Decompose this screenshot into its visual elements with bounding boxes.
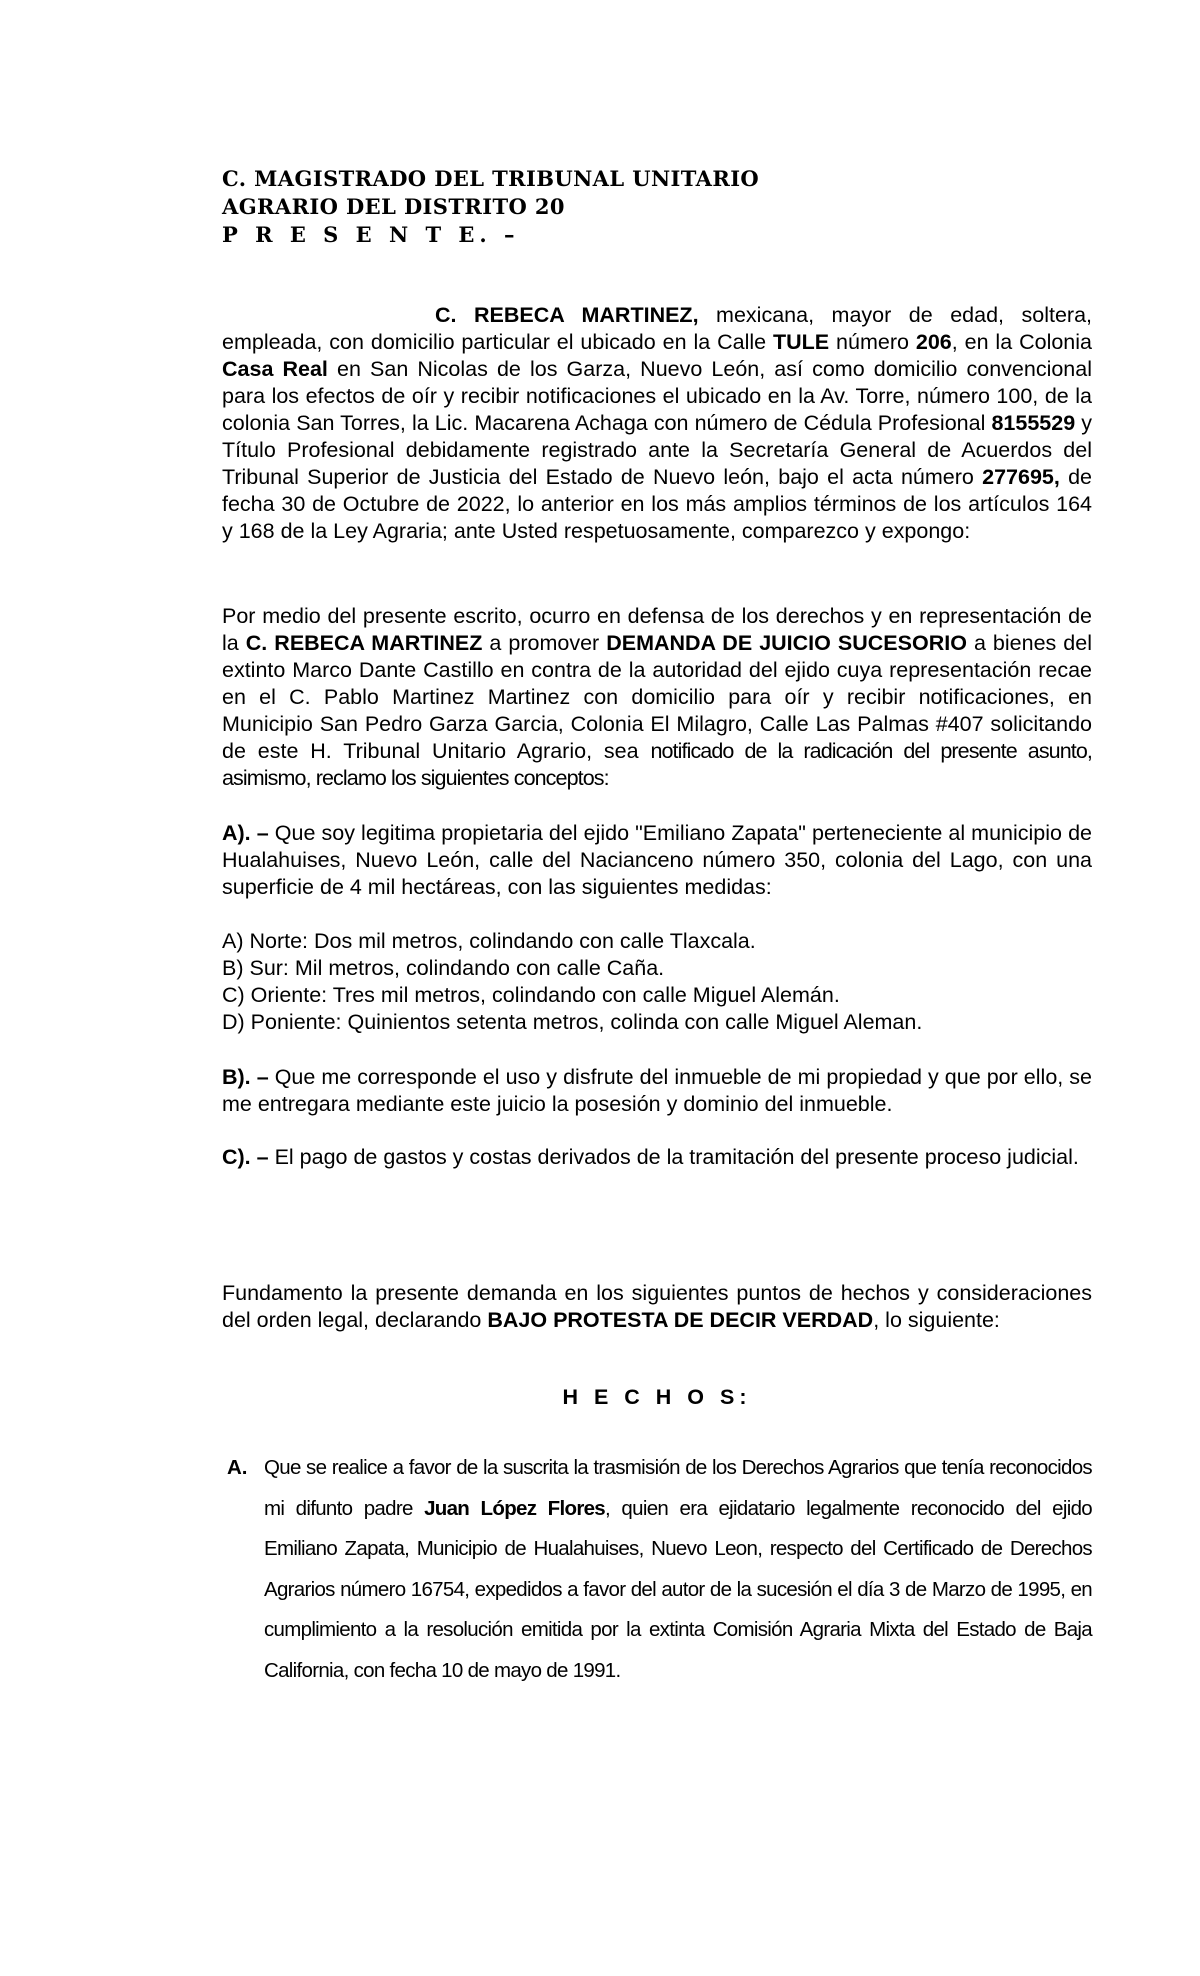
claim-c-text: El pago de gastos y costas derivados de la tramitación del presente proceso judicial. <box>268 1145 1079 1169</box>
claim-a-paragraph <box>222 820 1092 901</box>
demand-type: DEMANDA DE JUICIO SUCESORIO <box>606 631 967 655</box>
claim-c-paragraph <box>222 1144 1092 1171</box>
fundamento-text: , lo siguiente: <box>873 1308 1000 1332</box>
colonia-name: Casa Real <box>222 357 328 381</box>
protesta-declaration: BAJO PROTESTA DE DECIR VERDAD <box>487 1308 874 1332</box>
fundamento-paragraph <box>222 1280 1092 1334</box>
measurement-item: A) Norte: Dos mil metros, colindando con calle Tlaxcala. <box>222 929 756 953</box>
hecho-a <box>222 1448 1092 1691</box>
claim-b-marker: B). – <box>222 1065 269 1089</box>
intro-text: número <box>829 330 916 354</box>
intro-text: de fecha 30 de Octubre de 2022, lo anterior en los más amplios términos de los artículos 164 y 168 de la Ley Agraria; ante Usted respetuosamente, comparezco y expongo: <box>222 465 1092 543</box>
addressee-header <box>222 165 759 249</box>
claim-c-marker: C). – <box>222 1145 269 1169</box>
demand-paragraph <box>222 603 1092 792</box>
intro-text: en San Nicolas de los Garza, Nuevo León, así como domicilio convencional para los efectos de oír y recibir notificaciones el ubicado en la Av. Torre, número 100, de la colonia San Torres, la Lic. Macarena Achaga con número de Cédula Profesional <box>222 357 1092 435</box>
plaintiff-name: C. REBECA MARTINEZ, <box>435 303 699 327</box>
intro-text: y Título Profesional debidamente registrado ante la Secretaría General de Acuerdos del Tribunal Superior de Justicia del Estado de Nuevo león, bajo el acta número <box>222 411 1092 489</box>
hecho-a-text <box>264 1448 1092 1691</box>
intro-text: , en la Colonia <box>951 330 1092 354</box>
measurement-item: D) Poniente: Quinientos setenta metros, colinda con calle Miguel Aleman. <box>222 1010 923 1034</box>
hechos-heading: H E C H O S: <box>562 1385 752 1409</box>
claim-a-marker: A). – <box>222 821 269 845</box>
street-number: 206 <box>915 330 952 354</box>
hecho-a-text-part: Que se realice a favor de la suscrita la trasmisión de los Derechos Agrarios que tenía reconocidos mi difunto padre <box>264 1456 1092 1520</box>
hecho-a-text-part: , quien era ejidatario legalmente reconocido del ejido Emiliano Zapata, Municipio de Hualahuises, Nuevo Leon, respecto del Certificado de Derechos Agrarios número 16754, expedidos a favor del autor de la sucesión el día 3 de Marzo de 1995, en cumplimiento a la resolución emitida por la extinta Comisión Agraria Mixta del Estado de Baja California, con fecha 10 de mayo de 1991. <box>264 1496 1092 1682</box>
acta-number: 277695, <box>982 465 1060 489</box>
demand-text: a bienes del extinto Marco Dante Castillo en contra de la autoridad del ejido cuya representación recae en el C. Pablo Martinez Martinez con domicilio para oír y recibir notificaciones, en Municipio San Pedro Garza Garcia, Colonia El Milagro, Calle Las Palmas #407 solicitando de este H. Tribunal Unitario Agrario, sea <box>222 631 1092 763</box>
measurement-item: B) Sur: Mil metros, colindando con calle Caña. <box>222 956 665 980</box>
plaintiff-name: C. REBECA MARTINEZ <box>245 631 483 655</box>
claim-b-text: Que me corresponde el uso y disfrute del inmueble de mi propiedad y que por ello, se me entregara mediante este juicio la posesión y dominio del inmueble. <box>222 1065 1092 1116</box>
claim-b-paragraph <box>222 1064 1092 1118</box>
fundamento-text: Fundamento la presente demanda en los siguientes puntos de hechos y consideraciones del orden legal, declarando <box>222 1281 1092 1332</box>
deceased-father-name: Juan López Flores <box>424 1496 606 1520</box>
claim-a-text: Que soy legitima propietaria del ejido "Emiliano Zapata" perteneciente al municipio de Hualahuises, Nuevo León, calle del Nacianceno número 350, colonia del Lago, con una superficie de 4 mil hectáreas, con las siguientes medidas: <box>222 821 1092 899</box>
addressee-line-1: C. MAGISTRADO DEL TRIBUNAL UNITARIO <box>222 166 760 191</box>
street-name: TULE <box>773 330 830 354</box>
hecho-a-marker: A. <box>227 1456 248 1479</box>
presente-line: P R E S E N T E. – <box>222 222 520 247</box>
measurement-item: C) Oriente: Tres mil metros, colindando con calle Miguel Alemán. <box>222 983 840 1007</box>
intro-paragraph <box>222 302 1092 545</box>
addressee-line-2: AGRARIO DEL DISTRITO 20 <box>222 194 565 219</box>
demand-text: Por medio del presente escrito, ocurro en defensa de los derechos y en representación de la <box>222 604 1092 655</box>
intro-text: mexicana, mayor de edad, soltera, empleada, con domicilio particular el ubicado en la Calle <box>222 303 1093 354</box>
cedula-number: 8155529 <box>991 411 1076 435</box>
demand-text-condensed: notificado de la radicación del presente asunto, asimismo, reclamo los siguientes conceptos: <box>222 739 1092 790</box>
measurements-list <box>222 928 1092 1036</box>
demand-text: a promover <box>482 631 607 655</box>
